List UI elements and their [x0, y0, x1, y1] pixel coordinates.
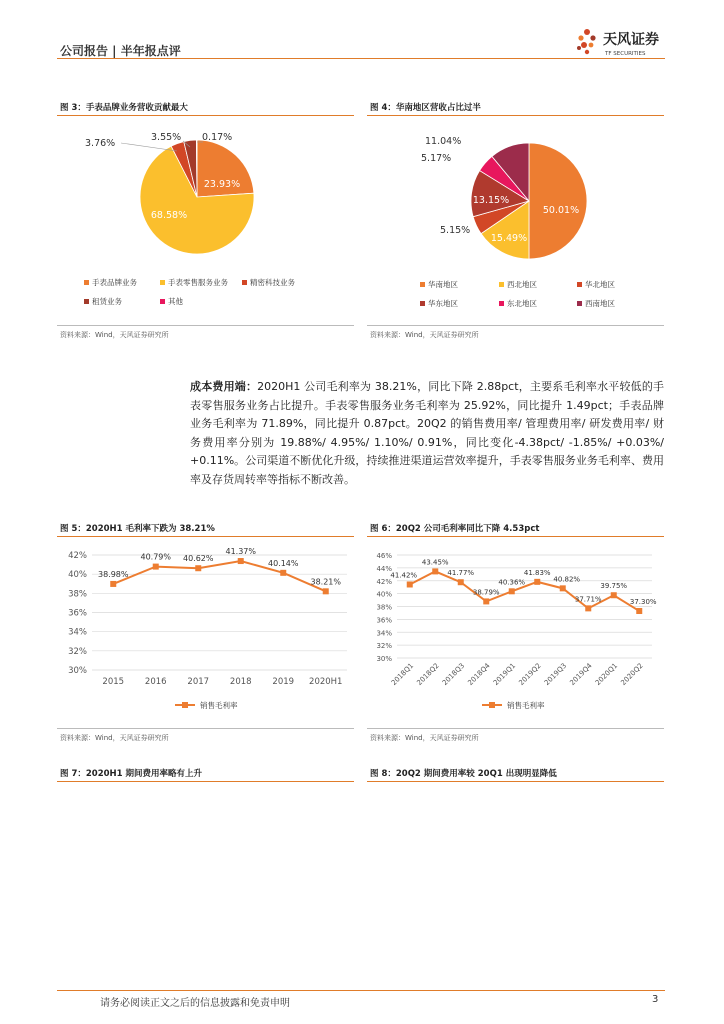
data-label: 40.79%	[140, 552, 172, 562]
data-point-marker	[280, 570, 286, 576]
legend-label: 租赁业务	[92, 297, 122, 306]
fig8-title: 图 8：20Q2 期间费用率较 20Q1 出现明显降低	[370, 769, 557, 779]
pie-value-label: 3.55%	[151, 132, 182, 143]
legend-label: 西北地区	[507, 280, 537, 289]
y-tick-label: 34%	[68, 627, 87, 638]
legend-label: 其他	[168, 297, 183, 306]
footer-divider	[57, 990, 665, 991]
x-tick-label: 2016	[144, 677, 167, 687]
pie-value-label: 0.17%	[202, 132, 233, 143]
x-tick-label: 2018Q1	[389, 661, 416, 688]
data-label: 41.77%	[447, 569, 475, 578]
pie-value-label: 3.76%	[85, 138, 116, 149]
x-tick-label: 2020Q2	[619, 661, 645, 688]
data-point-marker	[238, 558, 244, 564]
data-point-marker	[323, 588, 329, 594]
data-point-marker	[153, 564, 159, 570]
fig5-source: 资料来源：Wind，天风证券研究所	[60, 734, 169, 742]
legend-label: 华东地区	[428, 299, 458, 308]
logo-flower-icon	[575, 24, 670, 60]
logo-en-text: TF SECURITIES	[605, 51, 646, 57]
logo-cn-text: 天风证券	[603, 32, 659, 48]
data-label: 37.71%	[574, 595, 602, 604]
data-point-marker	[432, 568, 438, 574]
fig3-source-rule	[57, 325, 354, 326]
legend-label: 销售毛利率	[507, 701, 545, 710]
legend-swatch	[499, 282, 504, 287]
data-label: 40.62%	[182, 554, 214, 564]
legend-swatch	[242, 280, 247, 285]
disclaimer-footer: 请务必阅读正文之后的信息披露和免责申明	[100, 998, 290, 1009]
legend-swatch	[577, 282, 582, 287]
data-label: 43.45%	[421, 558, 449, 567]
y-tick-label: 46%	[376, 552, 392, 560]
y-tick-label: 32%	[68, 646, 87, 657]
x-tick-label: 2015	[102, 677, 125, 687]
data-label: 41.37%	[225, 547, 257, 557]
y-tick-label: 44%	[376, 564, 392, 573]
pie-leader-line	[121, 143, 177, 151]
data-point-marker	[407, 581, 413, 587]
company-logo	[575, 24, 670, 64]
fig3-title: 图 3：手表品牌业务营收贡献最大	[60, 103, 188, 113]
legend-label: 华北地区	[585, 280, 615, 289]
data-label: 39.75%	[600, 582, 628, 591]
fig6-source: 资料来源：Wind，天风证券研究所	[370, 734, 479, 742]
legend-label: 华南地区	[428, 280, 458, 289]
pie-value-label: 23.93%	[203, 179, 241, 190]
data-point-marker	[195, 565, 201, 571]
y-tick-label: 30%	[68, 666, 87, 676]
data-label: 38.79%	[472, 588, 500, 597]
fig7-title-rule	[57, 781, 354, 782]
x-tick-label: 2020Q1	[593, 661, 620, 688]
x-tick-label: 2019Q2	[517, 661, 543, 688]
fig6-line-chart	[367, 538, 664, 726]
data-label: 40.36%	[498, 578, 526, 587]
x-tick-label: 2019Q3	[542, 661, 569, 688]
pie-value-label: 50.01%	[542, 205, 580, 216]
data-label: 40.82%	[553, 575, 581, 584]
fig4-pie-chart	[367, 117, 664, 324]
fig4-title-rule	[367, 115, 664, 116]
legend-marker	[182, 702, 188, 708]
legend-label: 西南地区	[585, 299, 615, 308]
fig5-line-chart	[57, 538, 354, 726]
x-tick-label: 2019Q1	[491, 661, 518, 688]
page-number: 3	[652, 994, 659, 1005]
data-label: 38.98%	[97, 569, 129, 579]
y-tick-label: 32%	[376, 642, 392, 651]
legend-label: 手表品牌业务	[92, 278, 137, 287]
header-divider	[57, 58, 665, 59]
data-label: 37.30%	[629, 598, 657, 607]
fig4-source: 资料来源：Wind，天风证券研究所	[370, 331, 479, 339]
x-tick-label: 2018Q2	[415, 661, 441, 688]
report-type-header: 公司报告 | 半年报点评	[60, 44, 181, 58]
legend-label: 精密科技业务	[250, 278, 295, 287]
data-label: 40.14%	[267, 558, 299, 568]
pie-slice	[529, 143, 587, 259]
x-tick-label: 2020H1	[309, 677, 343, 687]
x-tick-label: 2019	[272, 677, 295, 687]
data-point-marker	[636, 608, 642, 614]
paragraph-body: 2020H1 公司毛利率为 38.21%，同比下降 2.88pct，主要系毛利率水平较低的手表零售服务业务占比提升。手表零售服务业务毛利率为 25.92%，同比提升 1.49pct；手表品牌业务毛利率为 71.89%，同比提升 0.87pct。20Q2 的销售费用率/ 管理费用率/ 研发费用率/ 财务费用率分别为 19.88%/ 4.95%/ 1.10%/ 0.91%，同比变化-4.38pct/ -1.85%/ +0.03%/ +0.11%。公司渠道不断优化升级，持续推进渠道运营效率提升，手表零售服务业务毛利率、费用率及存货周转率等指标不断改善。	[190, 380, 665, 486]
legend-swatch	[84, 280, 89, 285]
fig5-title: 图 5：2020H1 毛利率下跌为 38.21%	[60, 524, 215, 534]
x-tick-label: 2019Q4	[568, 661, 594, 688]
data-point-marker	[458, 579, 464, 585]
x-tick-label: 2017	[187, 677, 210, 687]
fig6-title-rule	[367, 536, 664, 537]
fig3-title-rule	[57, 115, 354, 116]
data-point-marker	[611, 592, 617, 598]
fig6-title: 图 6：20Q2 公司毛利率同比下降 4.53pct	[370, 524, 540, 534]
paragraph-lead: 成本费用端：	[190, 380, 258, 393]
legend-swatch	[160, 299, 165, 304]
fig6-source-rule	[367, 728, 664, 729]
y-tick-label: 38%	[376, 603, 392, 612]
legend-swatch	[160, 280, 165, 285]
fig7-title: 图 7：2020H1 期间费用率略有上升	[60, 769, 203, 779]
y-tick-label: 34%	[376, 629, 392, 638]
fig4-title: 图 4：华南地区营收占比过半	[370, 103, 481, 113]
y-tick-label: 40%	[68, 570, 87, 581]
legend-label: 东北地区	[507, 299, 537, 308]
legend-swatch	[577, 301, 582, 306]
fig3-pie-chart	[57, 117, 354, 324]
y-tick-label: 42%	[376, 577, 392, 586]
legend-marker	[489, 702, 495, 708]
y-tick-label: 40%	[376, 590, 392, 599]
legend-label: 销售毛利率	[200, 701, 238, 710]
data-point-marker	[560, 585, 566, 591]
data-point-marker	[483, 598, 489, 604]
legend-swatch	[420, 301, 425, 306]
data-point-marker	[585, 605, 591, 611]
legend-swatch	[84, 299, 89, 304]
legend-swatch	[420, 282, 425, 287]
pie-value-label: 5.17%	[421, 153, 452, 164]
y-tick-label: 38%	[68, 589, 87, 600]
x-tick-label: 2018Q4	[466, 661, 492, 688]
pie-value-label: 15.49%	[490, 233, 528, 244]
y-tick-label: 30%	[376, 655, 392, 663]
fig5-source-rule	[57, 728, 354, 729]
pie-value-label: 11.04%	[425, 136, 462, 147]
legend-label: 手表零售服务业务	[168, 278, 228, 287]
data-label: 41.83%	[523, 568, 551, 577]
y-tick-label: 36%	[376, 616, 392, 625]
y-tick-label: 42%	[68, 551, 87, 561]
fig5-title-rule	[57, 536, 354, 537]
data-point-marker	[509, 588, 515, 594]
pie-value-label: 5.15%	[440, 225, 471, 236]
fig8-title-rule	[367, 781, 664, 782]
y-tick-label: 36%	[68, 608, 87, 619]
x-tick-label: 2018	[229, 677, 252, 687]
x-tick-label: 2018Q3	[440, 661, 467, 688]
data-label: 41.42%	[390, 571, 418, 580]
data-point-marker	[110, 581, 116, 587]
data-label: 38.21%	[310, 577, 342, 587]
pie-value-label: 68.58%	[150, 210, 188, 221]
pie-value-label: 13.15%	[472, 195, 510, 206]
legend-swatch	[499, 301, 504, 306]
data-point-marker	[534, 579, 540, 585]
fig4-source-rule	[367, 325, 664, 326]
cost-expense-paragraph	[190, 378, 664, 490]
fig3-source: 资料来源：Wind，天风证券研究所	[60, 331, 169, 339]
